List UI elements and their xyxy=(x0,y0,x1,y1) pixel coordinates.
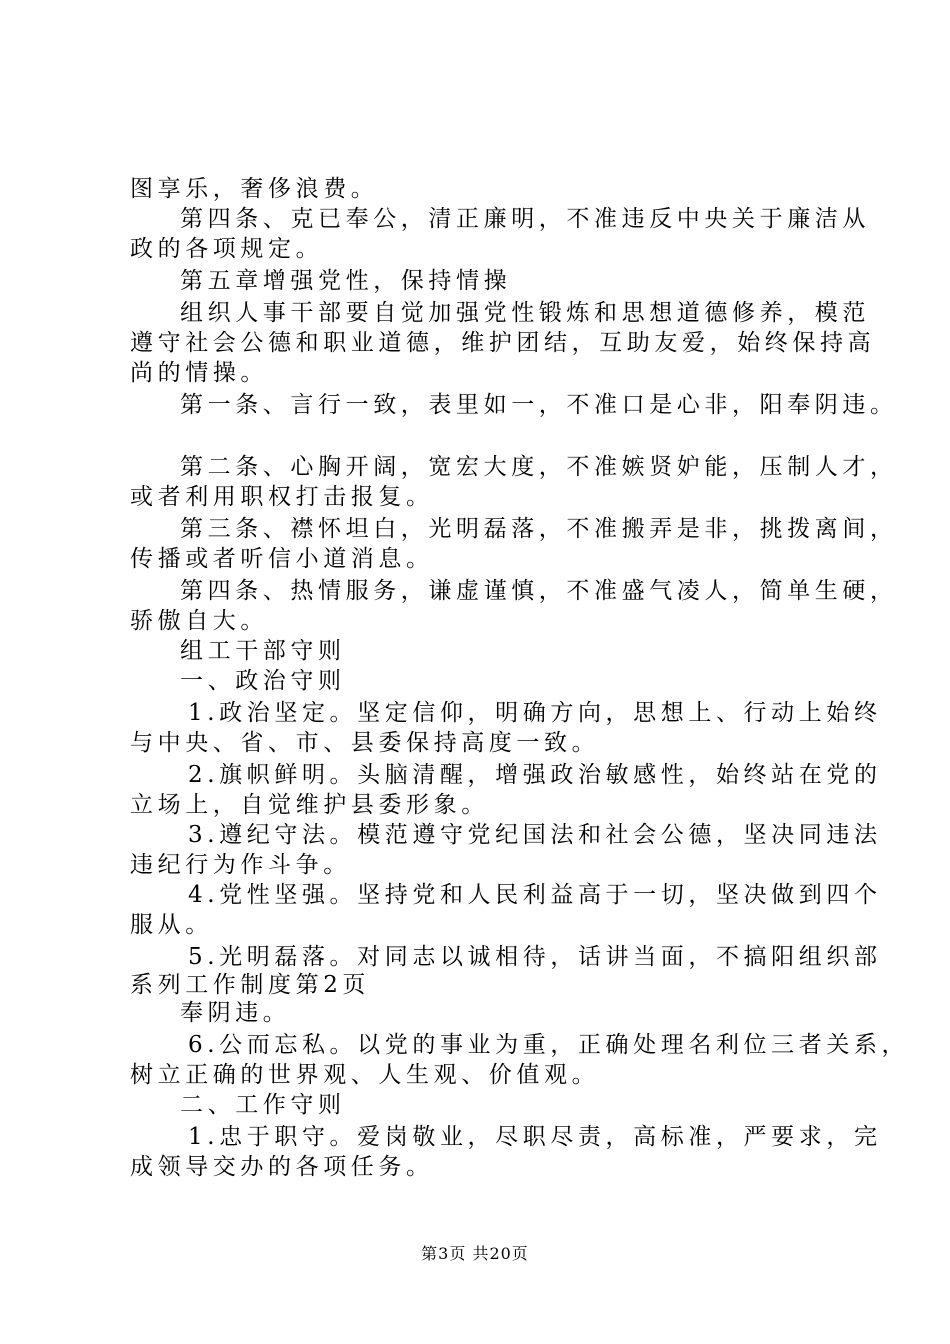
text-line: 奉阴违。 xyxy=(180,1000,291,1026)
text-line: 第一条、言行一致，表里如一，不准口是心非，阳奉阴违。 xyxy=(180,392,898,418)
text-line: 4.党性坚强。坚持党和人民利益高于一切，坚决做到四个 xyxy=(188,882,882,908)
text-line: 与中央、省、市、县委保持高度一致。 xyxy=(130,730,600,756)
text-line: 服从。 xyxy=(130,912,213,938)
text-line: 第二条、心胸开阔，宽宏大度，不准嫉贤妒能，压制人才， xyxy=(180,454,898,480)
text-line: 第四条、热情服务，谦虚谨慎，不准盛气凌人，简单生硬， xyxy=(180,578,898,604)
text-line: 组织人事干部要自觉加强党性锻炼和思想道德修养，模范 xyxy=(180,300,870,326)
text-line: 尚的情操。 xyxy=(130,360,268,386)
text-line: 或者利用职权打击报复。 xyxy=(130,484,434,510)
page-footer: 第3页 共20页 xyxy=(421,1244,529,1263)
text-line: 1.忠于职守。爱岗敬业，尽职尽责，高标准，严要求，完 xyxy=(188,1124,882,1150)
text-line: 系列工作制度第2页 xyxy=(130,972,371,998)
text-line: 成领导交办的各项任务。 xyxy=(130,1154,434,1180)
text-line: 第三条、襟怀坦白，光明磊落，不准搬弄是非，挑拨离间， xyxy=(180,516,898,542)
text-line: 传播或者听信小道消息。 xyxy=(130,546,434,572)
text-line: 5.光明磊落。对同志以诚相待，话讲当面，不搞阳组织部 xyxy=(188,944,882,970)
text-line: 遵守社会公德和职业道德，维护团结，互助友爱，始终保持高 xyxy=(130,330,876,356)
text-line: 6.公而忘私。以党的事业为重，正确处理名利位三者关系， xyxy=(188,1032,910,1058)
text-line: 第四条、克已奉公，清正廉明，不准违反中央关于廉洁从 xyxy=(180,206,870,232)
text-line: 立场上，自觉维护县委形象。 xyxy=(130,792,489,818)
subsection-heading: 二、工作守则 xyxy=(180,1092,346,1118)
text-line: 3.遵纪守法。模范遵守党纪国法和社会公德，坚决同违法 xyxy=(188,822,882,848)
text-line: 2.旗帜鲜明。头脑清醒，增强政治敏感性，始终站在党的 xyxy=(188,762,882,788)
section-heading: 组工干部守则 xyxy=(180,638,346,664)
chapter-heading: 第五章增强党性，保持情操 xyxy=(180,268,512,294)
subsection-heading: 一、政治守则 xyxy=(180,668,346,694)
text-line: 树立正确的世界观、人生观、价值观。 xyxy=(130,1062,600,1088)
text-line: 图享乐，奢侈浪费。 xyxy=(130,176,379,202)
text-line: 政的各项规定。 xyxy=(130,236,324,262)
text-line: 1.政治坚定。坚定信仰，明确方向，思想上、行动上始终 xyxy=(188,700,882,726)
text-line: 违纪行为作斗争。 xyxy=(130,852,351,878)
text-line: 骄傲自大。 xyxy=(130,608,268,634)
